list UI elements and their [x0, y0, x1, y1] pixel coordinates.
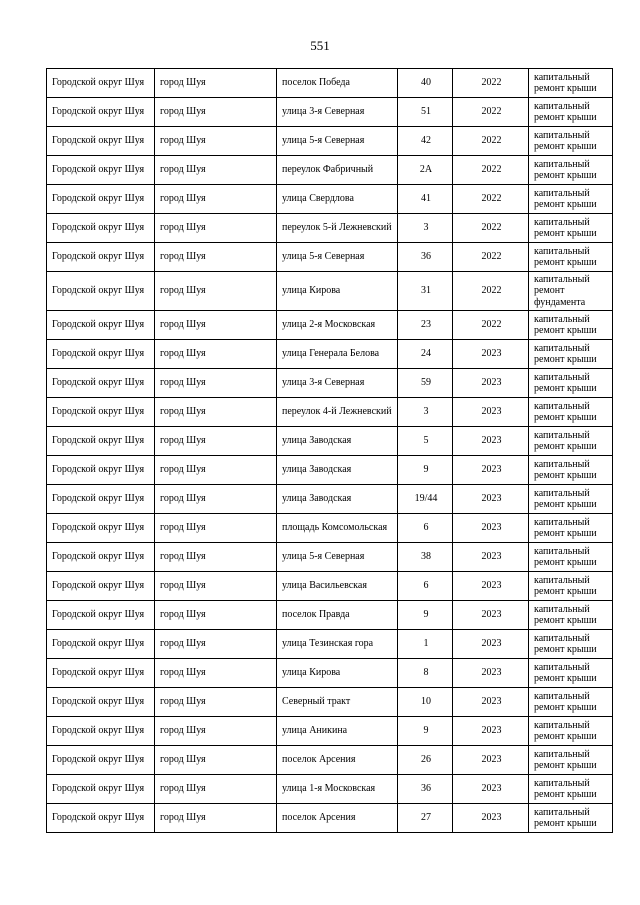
house-number-cell: 38 [398, 543, 453, 572]
work-type-cell: капитальный ремонт крыши [529, 485, 613, 514]
table-row [47, 398, 613, 427]
district-cell: Городской округ Шуя [47, 156, 155, 185]
city-cell: город Шуя [155, 427, 277, 456]
street-cell: улица Аникина [277, 717, 398, 746]
house-number-cell: 1 [398, 630, 453, 659]
district-cell: Городской округ Шуя [47, 69, 155, 98]
street-cell: улица 3-я Северная [277, 369, 398, 398]
work-type-cell: капитальный ремонт крыши [529, 688, 613, 717]
house-number-cell: 36 [398, 243, 453, 272]
street-cell: поселок Правда [277, 601, 398, 630]
district-cell: Городской округ Шуя [47, 311, 155, 340]
house-number-cell: 3 [398, 398, 453, 427]
district-cell: Городской округ Шуя [47, 127, 155, 156]
year-cell: 2023 [453, 775, 529, 804]
year-cell: 2023 [453, 659, 529, 688]
city-cell: город Шуя [155, 98, 277, 127]
house-number-cell: 10 [398, 688, 453, 717]
city-cell: город Шуя [155, 369, 277, 398]
house-number-cell: 31 [398, 272, 453, 311]
house-number-cell: 5 [398, 427, 453, 456]
table-row [47, 69, 613, 98]
house-number-cell: 40 [398, 69, 453, 98]
house-number-cell: 9 [398, 456, 453, 485]
work-type-cell: капитальный ремонт крыши [529, 156, 613, 185]
city-cell: город Шуя [155, 485, 277, 514]
district-cell: Городской округ Шуя [47, 804, 155, 833]
street-cell: улица Кирова [277, 272, 398, 311]
repair-schedule-table [46, 68, 613, 833]
city-cell: город Шуя [155, 630, 277, 659]
table-row [47, 572, 613, 601]
year-cell: 2022 [453, 69, 529, 98]
district-cell: Городской округ Шуя [47, 340, 155, 369]
district-cell: Городской округ Шуя [47, 717, 155, 746]
work-type-cell: капитальный ремонт крыши [529, 804, 613, 833]
table-row [47, 185, 613, 214]
district-cell: Городской округ Шуя [47, 688, 155, 717]
district-cell: Городской округ Шуя [47, 243, 155, 272]
street-cell: улица 5-я Северная [277, 543, 398, 572]
district-cell: Городской округ Шуя [47, 543, 155, 572]
year-cell: 2022 [453, 185, 529, 214]
table-row [47, 804, 613, 833]
year-cell: 2023 [453, 688, 529, 717]
table-row [47, 775, 613, 804]
year-cell: 2023 [453, 398, 529, 427]
district-cell: Городской округ Шуя [47, 746, 155, 775]
city-cell: город Шуя [155, 601, 277, 630]
district-cell: Городской округ Шуя [47, 398, 155, 427]
year-cell: 2022 [453, 127, 529, 156]
city-cell: город Шуя [155, 127, 277, 156]
work-type-cell: капитальный ремонт крыши [529, 243, 613, 272]
district-cell: Городской округ Шуя [47, 427, 155, 456]
house-number-cell: 6 [398, 572, 453, 601]
street-cell: поселок Арсения [277, 804, 398, 833]
city-cell: город Шуя [155, 717, 277, 746]
house-number-cell: 2А [398, 156, 453, 185]
work-type-cell: капитальный ремонт крыши [529, 572, 613, 601]
table-row [47, 717, 613, 746]
city-cell: город Шуя [155, 243, 277, 272]
year-cell: 2023 [453, 485, 529, 514]
district-cell: Городской округ Шуя [47, 601, 155, 630]
year-cell: 2023 [453, 717, 529, 746]
work-type-cell: капитальный ремонт крыши [529, 601, 613, 630]
city-cell: город Шуя [155, 659, 277, 688]
house-number-cell: 23 [398, 311, 453, 340]
street-cell: улица Заводская [277, 427, 398, 456]
district-cell: Городской округ Шуя [47, 659, 155, 688]
work-type-cell: капитальный ремонт крыши [529, 659, 613, 688]
street-cell: улица 5-я Северная [277, 243, 398, 272]
house-number-cell: 24 [398, 340, 453, 369]
city-cell: город Шуя [155, 746, 277, 775]
house-number-cell: 51 [398, 98, 453, 127]
house-number-cell: 41 [398, 185, 453, 214]
table-row [47, 272, 613, 311]
work-type-cell: капитальный ремонт крыши [529, 369, 613, 398]
city-cell: город Шуя [155, 272, 277, 311]
street-cell: поселок Арсения [277, 746, 398, 775]
year-cell: 2023 [453, 427, 529, 456]
street-cell: Северный тракт [277, 688, 398, 717]
table-row [47, 688, 613, 717]
table-row [47, 514, 613, 543]
district-cell: Городской округ Шуя [47, 98, 155, 127]
street-cell: переулок 5-й Лежневский [277, 214, 398, 243]
district-cell: Городской округ Шуя [47, 214, 155, 243]
district-cell: Городской округ Шуя [47, 514, 155, 543]
street-cell: переулок 4-й Лежневский [277, 398, 398, 427]
work-type-cell: капитальный ремонт крыши [529, 214, 613, 243]
house-number-cell: 6 [398, 514, 453, 543]
table-row [47, 214, 613, 243]
city-cell: город Шуя [155, 572, 277, 601]
work-type-cell: капитальный ремонт крыши [529, 69, 613, 98]
house-number-cell: 42 [398, 127, 453, 156]
city-cell: город Шуя [155, 775, 277, 804]
district-cell: Городской округ Шуя [47, 630, 155, 659]
table-row [47, 485, 613, 514]
house-number-cell: 9 [398, 717, 453, 746]
year-cell: 2023 [453, 601, 529, 630]
work-type-cell: капитальный ремонт крыши [529, 717, 613, 746]
work-type-cell: капитальный ремонт крыши [529, 746, 613, 775]
street-cell: улица Свердлова [277, 185, 398, 214]
street-cell: улица Заводская [277, 485, 398, 514]
city-cell: город Шуя [155, 69, 277, 98]
year-cell: 2023 [453, 746, 529, 775]
work-type-cell: капитальный ремонт крыши [529, 311, 613, 340]
table-row [47, 127, 613, 156]
house-number-cell: 19/44 [398, 485, 453, 514]
year-cell: 2023 [453, 804, 529, 833]
table-body [47, 69, 613, 833]
street-cell: улица 2-я Московская [277, 311, 398, 340]
street-cell: улица 1-я Московская [277, 775, 398, 804]
city-cell: город Шуя [155, 543, 277, 572]
street-cell: улица Васильевская [277, 572, 398, 601]
district-cell: Городской округ Шуя [47, 775, 155, 804]
work-type-cell: капитальный ремонт крыши [529, 127, 613, 156]
table-row [47, 340, 613, 369]
district-cell: Городской округ Шуя [47, 369, 155, 398]
work-type-cell: капитальный ремонт крыши [529, 775, 613, 804]
city-cell: город Шуя [155, 185, 277, 214]
year-cell: 2023 [453, 456, 529, 485]
year-cell: 2023 [453, 514, 529, 543]
street-cell: улица Заводская [277, 456, 398, 485]
house-number-cell: 8 [398, 659, 453, 688]
street-cell: площадь Комсомольская [277, 514, 398, 543]
district-cell: Городской округ Шуя [47, 572, 155, 601]
work-type-cell: капитальный ремонт крыши [529, 543, 613, 572]
year-cell: 2022 [453, 272, 529, 311]
table-row [47, 630, 613, 659]
work-type-cell: капитальный ремонт крыши [529, 98, 613, 127]
district-cell: Городской округ Шуя [47, 272, 155, 311]
street-cell: улица 3-я Северная [277, 98, 398, 127]
table-row [47, 369, 613, 398]
city-cell: город Шуя [155, 688, 277, 717]
page-number: 551 [310, 38, 330, 53]
table-row [47, 427, 613, 456]
table-row [47, 601, 613, 630]
work-type-cell: капитальный ремонт фундамента [529, 272, 613, 311]
street-cell: поселок Победа [277, 69, 398, 98]
year-cell: 2022 [453, 98, 529, 127]
table-row [47, 659, 613, 688]
house-number-cell: 26 [398, 746, 453, 775]
house-number-cell: 3 [398, 214, 453, 243]
table-row [47, 456, 613, 485]
city-cell: город Шуя [155, 156, 277, 185]
city-cell: город Шуя [155, 340, 277, 369]
work-type-cell: капитальный ремонт крыши [529, 427, 613, 456]
year-cell: 2022 [453, 311, 529, 340]
work-type-cell: капитальный ремонт крыши [529, 514, 613, 543]
table-row [47, 243, 613, 272]
table-row [47, 746, 613, 775]
city-cell: город Шуя [155, 514, 277, 543]
year-cell: 2023 [453, 572, 529, 601]
year-cell: 2022 [453, 214, 529, 243]
work-type-cell: капитальный ремонт крыши [529, 398, 613, 427]
work-type-cell: капитальный ремонт крыши [529, 340, 613, 369]
city-cell: город Шуя [155, 804, 277, 833]
house-number-cell: 9 [398, 601, 453, 630]
street-cell: улица Тезинская гора [277, 630, 398, 659]
work-type-cell: капитальный ремонт крыши [529, 185, 613, 214]
house-number-cell: 27 [398, 804, 453, 833]
city-cell: город Шуя [155, 398, 277, 427]
city-cell: город Шуя [155, 214, 277, 243]
table-row [47, 543, 613, 572]
work-type-cell: капитальный ремонт крыши [529, 630, 613, 659]
table-row [47, 156, 613, 185]
district-cell: Городской округ Шуя [47, 456, 155, 485]
year-cell: 2022 [453, 243, 529, 272]
district-cell: Городской округ Шуя [47, 485, 155, 514]
street-cell: переулок Фабричный [277, 156, 398, 185]
city-cell: город Шуя [155, 456, 277, 485]
year-cell: 2023 [453, 543, 529, 572]
year-cell: 2023 [453, 630, 529, 659]
house-number-cell: 59 [398, 369, 453, 398]
table-row [47, 98, 613, 127]
street-cell: улица 5-я Северная [277, 127, 398, 156]
city-cell: город Шуя [155, 311, 277, 340]
year-cell: 2023 [453, 369, 529, 398]
street-cell: улица Генерала Белова [277, 340, 398, 369]
year-cell: 2022 [453, 156, 529, 185]
table-row [47, 311, 613, 340]
street-cell: улица Кирова [277, 659, 398, 688]
house-number-cell: 36 [398, 775, 453, 804]
year-cell: 2023 [453, 340, 529, 369]
district-cell: Городской округ Шуя [47, 185, 155, 214]
work-type-cell: капитальный ремонт крыши [529, 456, 613, 485]
